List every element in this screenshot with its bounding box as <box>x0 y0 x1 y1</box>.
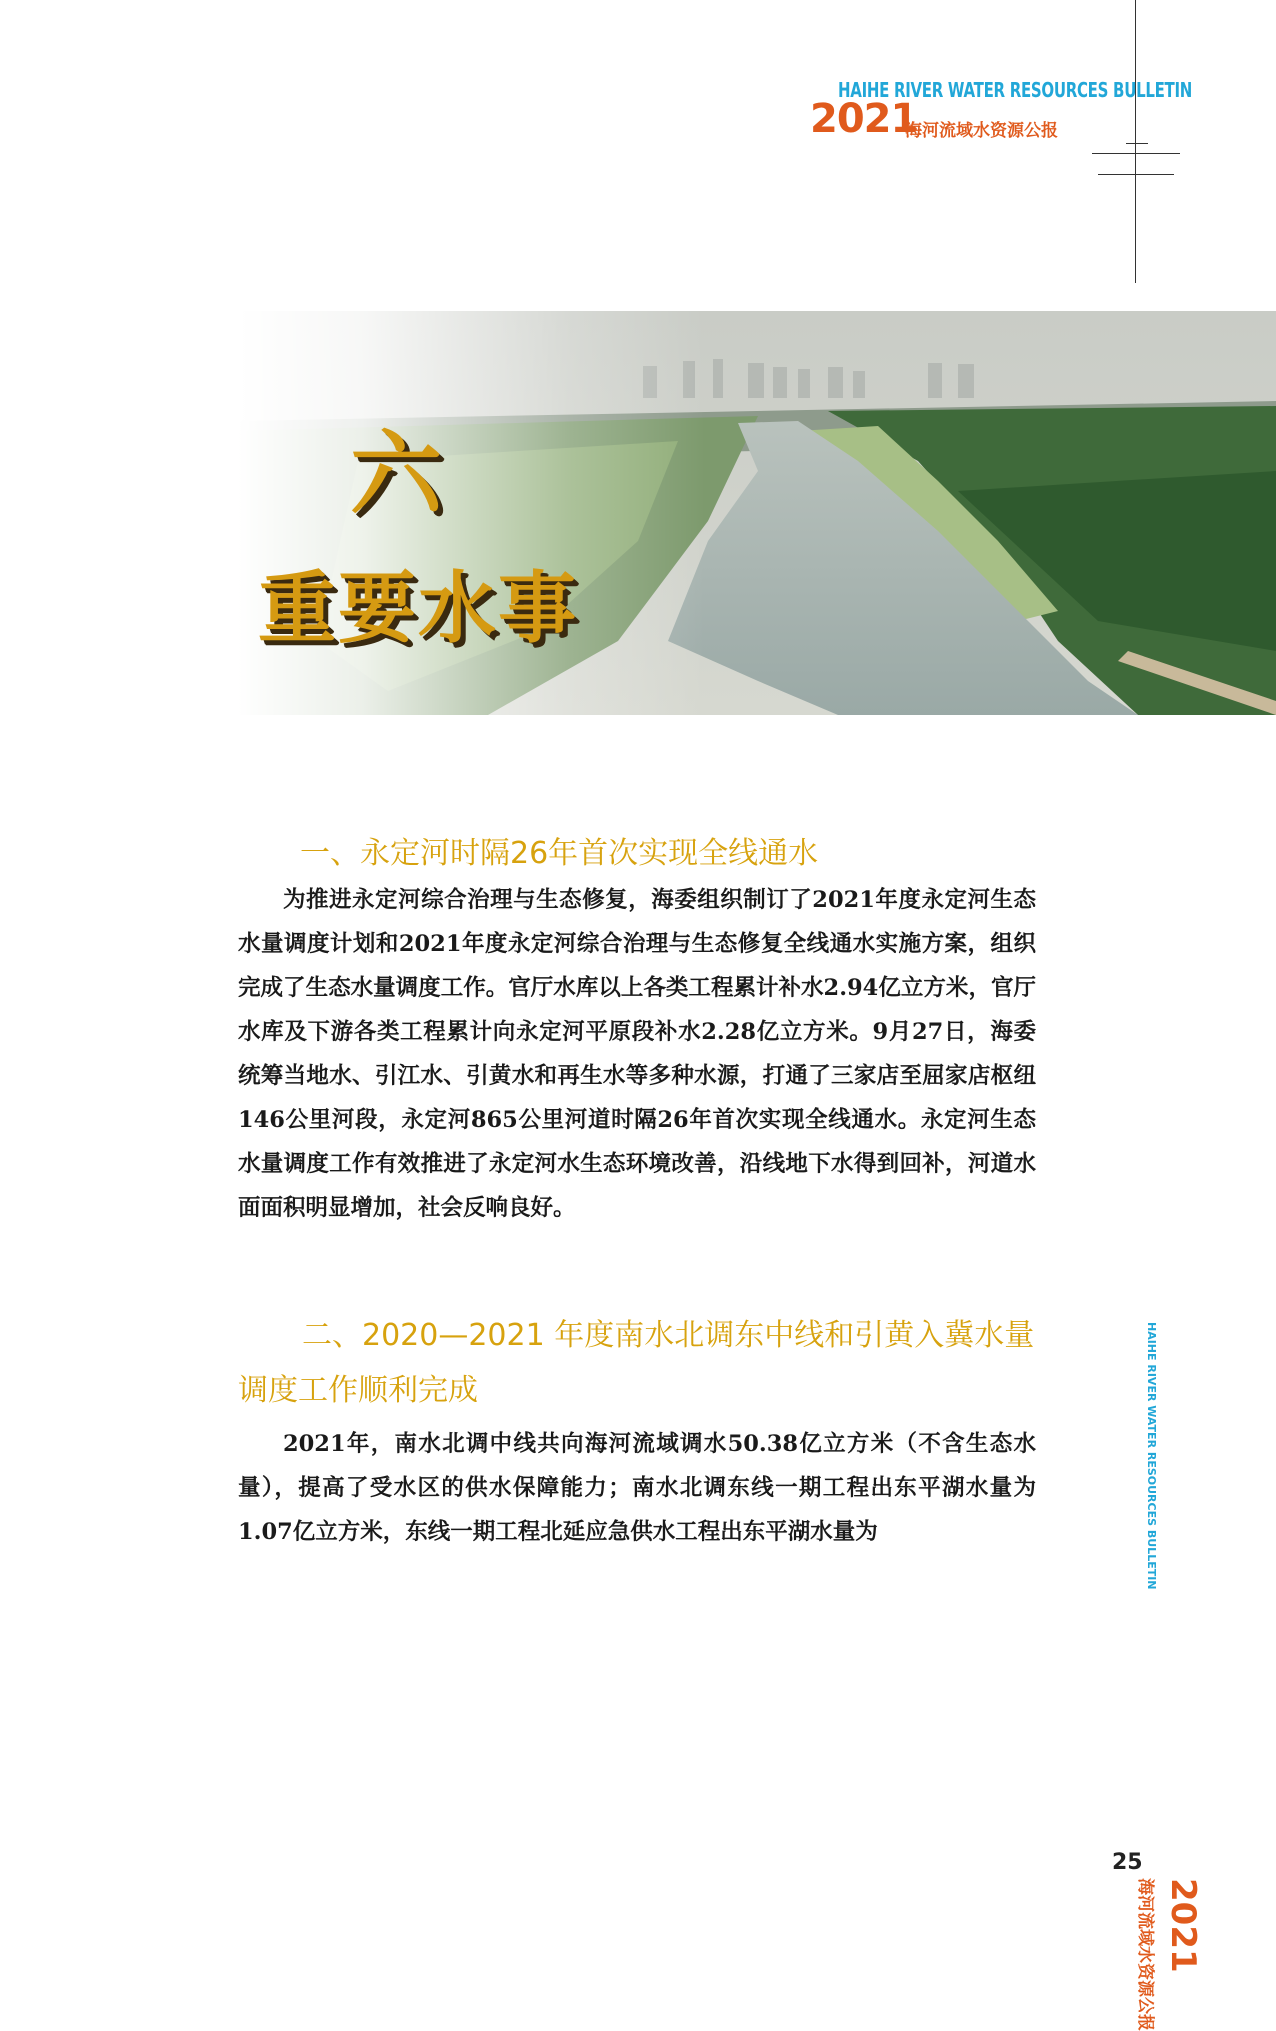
bulletin-title-en: HAIHE RIVER WATER RESOURCES BULLETIN <box>838 78 1192 103</box>
page-number: 25 <box>1112 1850 1143 1875</box>
bulletin-title-cn: 海河流域水资源公报 <box>905 121 1058 141</box>
sidebar-year: 2021 <box>1163 1878 1203 1973</box>
chapter-title: 重要水事 <box>258 563 579 654</box>
section-1-paragraph: 为推进永定河综合治理与生态修复，海委组织制订了2021年度永定河生态水量调度计划和2021年度永定河综合治理与生态修复全线通水实施方案，组织完成了生态水量调度工作。官厅水库以上各类工程累计补水2.94亿立方米，官厅水库及下游各类工程累计向永定河平原段补水2.28亿立方米。9月27日，海委统筹当地水、引江水、引黄水和再生水等多种水源，打通了三家店至屈家店枢纽146公里河段，永定河865公里河道时隔26年首次实现全线通水。永定河生态水量调度工作有效推进了永定河水生态环境改善，沿线地下水得到回补，河道水面面积明显增加，社会反响良好。 <box>238 887 1036 1221</box>
guide-line-horizontal-2 <box>1092 153 1180 154</box>
section-2-paragraph: 2021年，南水北调中线共向海河流域调水50.38亿立方米（不含生态水量），提高了受水区的供水保障能力；南水北调东线一期工程出东平湖水量为1.07亿立方米，东线一期工程北延应急供水工程出东平湖水量为 <box>238 1431 1036 1545</box>
sidebar-bulletin-title-cn: 海河流域水资源公报 <box>1135 1878 1155 2031</box>
sidebar-bulletin-title-en: HAIHE RIVER WATER RESOURCES BULLETIN <box>1145 1322 1158 1590</box>
guide-line-horizontal-1 <box>1126 143 1148 144</box>
chapter-number: 六 <box>350 420 443 528</box>
guide-line-vertical-top <box>1135 0 1136 283</box>
section-1-title: 一、永定河时隔26年首次实现全线通水 <box>300 836 819 871</box>
section-2-title: 二、2020—2021 年度南水北调东中线和引黄入冀水量调度工作顺利完成 <box>238 1318 1035 1408</box>
guide-line-horizontal-3 <box>1098 174 1174 175</box>
bulletin-year: 2021 <box>810 96 918 142</box>
